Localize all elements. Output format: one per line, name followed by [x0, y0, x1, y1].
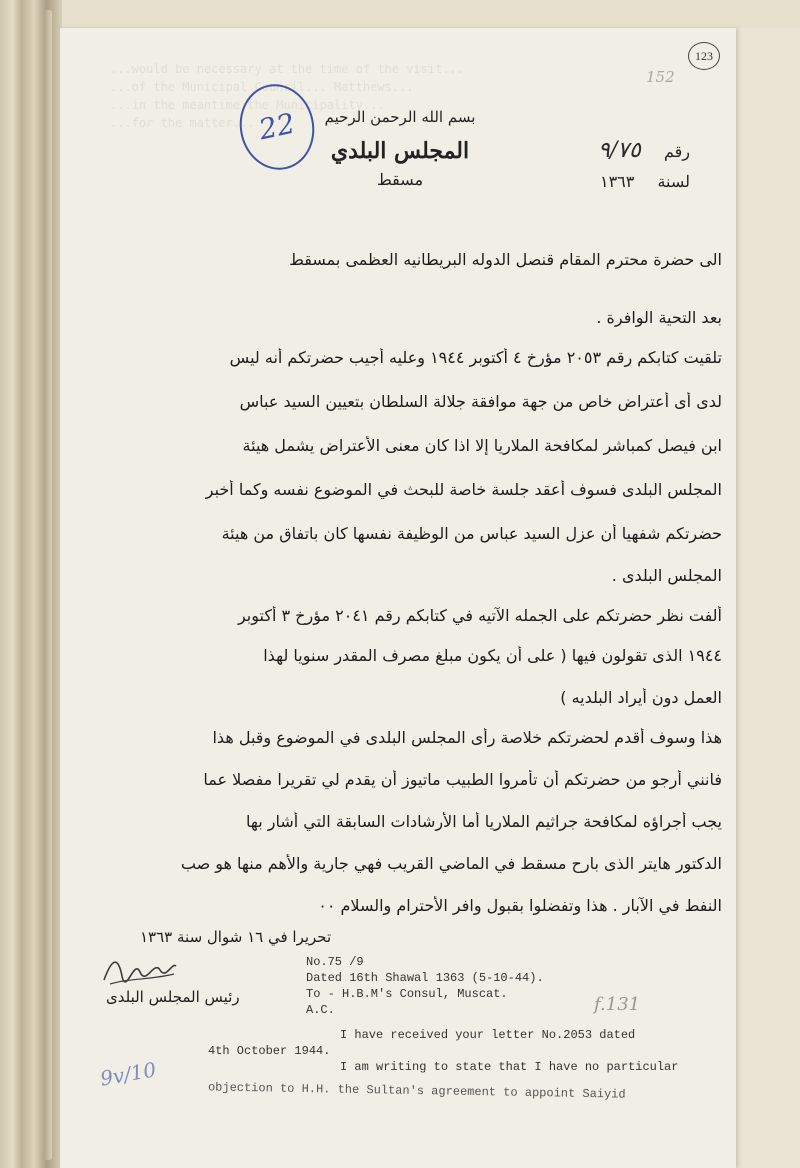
bleed-line: ...for the matter...	[110, 116, 255, 130]
english-dated: Dated 16th Shawal 1363 (5-10-44).	[306, 971, 544, 985]
english-ref: No.75 /9	[306, 955, 364, 969]
signature-title: رئيس المجلس البلدى	[106, 988, 240, 1006]
circled-number: 22	[232, 77, 322, 177]
body-line: ١٩٤٤ الذى تقولون فيها ( على أن يكون مبلغ مصرف المقدر سنويا لهذا	[263, 646, 722, 665]
bleed-line: ...would be necessary at the time of the visit...	[110, 62, 465, 76]
addressee-line: الى حضرة محترم المقام قنصل الدوله البريطانيه العظمى بمسقط	[289, 250, 722, 269]
body-line: ألفت نظر حضرتكم على الجمله الآتيه في كتابكم رقم ٢٠٤١ مؤرخ ٣ أكتوبر	[237, 606, 722, 625]
english-to: To - H.B.M's Consul, Muscat.	[306, 987, 508, 1001]
pencil-page-number: 152	[646, 68, 675, 86]
reference-number-label: رقم	[663, 142, 690, 161]
binding-edge	[44, 10, 52, 1160]
basmala: بسم الله الرحمن الرحيم	[324, 108, 476, 126]
closing-line: النفط في الآبار . هذا وتفضلوا بقبول وافر الأحترام والسلام ٠٠	[318, 896, 722, 915]
council-name: المجلس البلدي	[330, 138, 470, 164]
english-para1-cont: 4th October 1944.	[208, 1044, 331, 1058]
body-line: المجلس البلدى فسوف أعقد جلسة خاصة للبحث في الموضوع نفسه وكما أخبر	[205, 480, 722, 499]
reference-block	[510, 138, 690, 206]
pencil-folio-note: f.131	[594, 994, 641, 1015]
body-line: فانني أرجو من حضرتكم أن تأمروا الطبيب ماتيوز أن يقدم لي تقريرا مفصلا عما	[203, 770, 722, 789]
reference-number-value: ٩/٧٥	[598, 138, 641, 163]
bleed-line: ...of the Municipal Council... Matthews...	[110, 80, 414, 94]
book-binding	[0, 0, 62, 1168]
body-line: ابن فيصل كمباشر لمكافحة الملاريا إلا اذا كان معنى الأعتراض يشمل هيئة	[242, 436, 722, 455]
body-line: العمل دون أيراد البلديه )	[560, 688, 722, 707]
city-name: مسقط	[376, 170, 424, 189]
body-line: المجلس البلدى .	[611, 566, 722, 585]
body-line: حضرتكم شفهيا أن عزل السيد عباس من الوظيفة نفسها كان باتفاق من هيئة	[221, 524, 722, 543]
english-ac: A.C.	[306, 1003, 335, 1017]
body-line: يجب أجراؤه لمكافحة جراثيم الملاريا أما الأرشادات السابقة التي أشار بها	[245, 812, 722, 831]
blue-pencil-note: 9v/10	[98, 1057, 158, 1091]
bleed-line: ...in the meantime the Municipality...	[110, 98, 385, 112]
greeting-line: بعد التحية الوافرة .	[596, 308, 722, 327]
signature	[100, 950, 180, 990]
body-line: تلقيت كتابكم رقم ٢٠٥٣ مؤرخ ٤ أكتوبر ١٩٤٤ وعليه أجيب حضرتكم أنه ليس	[229, 348, 722, 367]
body-line: هذا وسوف أقدم لحضرتكم خلاصة رأى المجلس البلدى في الموضوع وقبل هذا	[212, 728, 722, 747]
reference-year-label: لسنة	[657, 172, 690, 191]
folio-stamp: 123	[688, 42, 720, 70]
body-line: لدى أى أعتراض خاص من جهة موافقة جلالة السلطان بتعيين السيد عباس	[239, 392, 722, 411]
arabic-date: تحريرا في ١٦ شوال سنة ١٣٦٣	[140, 928, 332, 946]
english-para2: I am writing to state that I have no particular	[340, 1060, 679, 1074]
english-para2-cont: objection to H.H. the Sultan's agreement to appoint Saiyid	[207, 1080, 626, 1102]
letterhead	[300, 108, 500, 189]
english-para1: I have received your letter No.2053 dated	[340, 1028, 636, 1042]
reference-year-line	[510, 172, 690, 206]
reference-number-line	[510, 138, 690, 172]
body-line: الدكتور هايتر الذى بارح مسقط في الماضي القريب فهي جارية والأهم منها هو صب	[180, 854, 722, 873]
reference-year-value: ١٣٦٣	[599, 172, 635, 191]
